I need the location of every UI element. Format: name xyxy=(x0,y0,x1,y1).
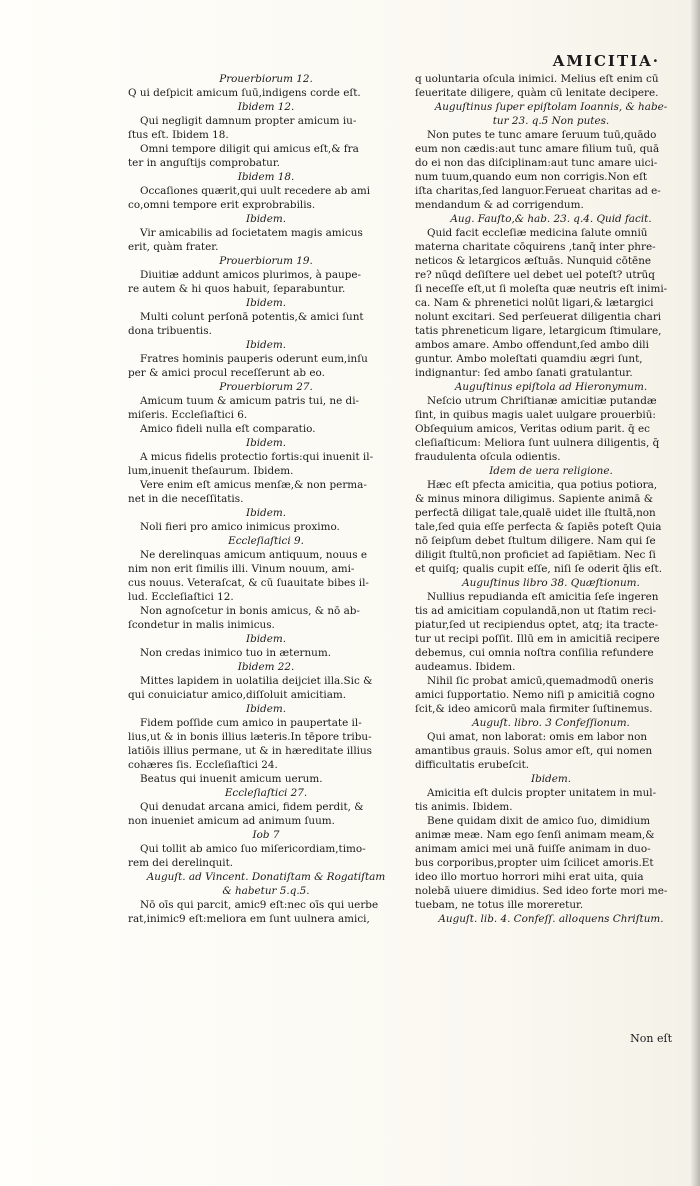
text-line: Nihil ſic probat amicū,quemadmodū oneris xyxy=(427,675,654,687)
right-column xyxy=(415,72,687,926)
citation-reference: Auguſt. libro. 3 Confeſſionum. xyxy=(472,717,630,729)
text-line: fraudulenta oſcula odientis. xyxy=(415,451,561,463)
text-line: indignantur: ſed ambo ſanati gratulantur. xyxy=(415,367,633,379)
citation-reference: Eccleſiaſtici 27. xyxy=(224,787,308,799)
text-line: nolunt excitari. Sed perſeuerat diligentia chari xyxy=(415,311,662,323)
text-line: Vere enim eſt amicus menſæ,& non perma- xyxy=(140,479,367,491)
text-line: ambos amare. Ambo offendunt,ſed ambo dili xyxy=(415,339,649,351)
citation-reference: Ibidem. xyxy=(245,507,287,519)
text-line: nim non erit ſimilis illi. Vinum nouum, ami- xyxy=(128,563,355,575)
text-line: guntur. Ambo moleſtati quamdiu ægri ſunt, xyxy=(415,353,643,365)
catchword: Non eſt xyxy=(630,1032,672,1045)
text-line: net in die neceſſitatis. xyxy=(128,493,244,505)
text-line: re? nūqd deſiſtere uel debet uel poteſt? utrūq xyxy=(415,269,655,281)
citation-reference: & habetur 5.q.5. xyxy=(222,885,310,897)
citation-reference: Ibidem. xyxy=(530,773,572,785)
text-line: ſint, in quibus magis ualet uulgare prouerbiū: xyxy=(415,409,656,421)
text-line: ſcit,& ideo amicorū mala firmiter ſuſtinemus. xyxy=(415,703,653,715)
text-line: lum,inuenit theſaurum. Ibidem. xyxy=(128,465,294,477)
text-line: tatis phreneticum ligare, letargicum ſtimulare, xyxy=(415,325,662,337)
text-line: ſi neceſſe eſt,ut ſi moleſta quæ neutris eſt inimi- xyxy=(415,283,668,295)
text-line: Vir amicabilis ad ſocietatem magis amicus xyxy=(140,227,363,239)
text-line: ſtus eſt. Ibidem 18. xyxy=(128,129,229,141)
text-line: Qui denudat arcana amici, fidem perdit, & xyxy=(140,801,364,813)
text-line: miſeris. Eccleſiaſtici 6. xyxy=(128,409,248,421)
text-line: Amicum tuum & amicum patris tui, ne di- xyxy=(140,395,360,407)
text-line: Non putes te tunc amare ſeruum tuū,quādo xyxy=(427,129,657,141)
text-line: Mittes lapidem in uolatilia deijciet illa.Sic & xyxy=(140,675,373,687)
text-line: Hæc eſt pfecta amicitia, qua potius potiora, xyxy=(427,479,658,491)
text-line: tale,ſed quia eſſe perfecta & ſapiēs poteſt Quia xyxy=(415,521,662,533)
text-line: erit, quàm frater. xyxy=(128,241,219,253)
text-line: neticos & letargicos æſtuās. Nunquid cōtēne xyxy=(415,255,652,267)
text-line: debemus, cui omnia noſtra conſilia refundere xyxy=(415,647,654,659)
left-column xyxy=(128,72,404,926)
text-line: Obſequium amicos, Veritas odium parit. q̄ ec xyxy=(415,423,650,435)
text-line: perfectā diligat tale,qualē uidet ille ſtultā,non xyxy=(415,507,656,519)
text-line: tur ut recipi poſſit. Illū em in amicitiā recipere xyxy=(415,633,660,645)
text-line: re autem & hi quos habuit, ſeparabuntur. xyxy=(128,283,346,295)
text-line: piatur,ſed ut recipiendus optet, atq; ita tracte- xyxy=(415,619,659,631)
citation-reference: Ibidem. xyxy=(245,703,287,715)
citation-reference: Eccleſiaſtici 9. xyxy=(228,535,304,547)
text-line: Q ui deſpicit amicum ſuū,indigens corde eſt. xyxy=(128,87,361,99)
text-line: ſcondetur in malis inimicus. xyxy=(128,619,275,631)
text-line: nō ſeipſum debet ſtultum diligere. Nam qui ſe xyxy=(415,535,656,547)
page-spine-shadow xyxy=(690,0,700,1186)
text-line: Ne derelinquas amicum antiquum, nouus e xyxy=(140,549,368,561)
citation-reference: Auguſt. lib. 4. Confeſſ. alloquens Chriſtum. xyxy=(438,913,664,925)
citation-reference: Prouerbiorum 12. xyxy=(219,73,313,85)
text-line: Diuitiæ addunt amicos plurimos, à paupe- xyxy=(140,269,362,281)
text-line: Neſcio utrum Chriſtianæ amicitiæ putandæ xyxy=(427,395,657,407)
citation-reference: Auguſtinus ſuper epiſtolam Ioannis, & habe- xyxy=(434,101,668,113)
text-line: Amico fideli nulla eſt comparatio. xyxy=(140,423,316,435)
text-line: eum non cædis:aut tunc amare filium tuū, quā xyxy=(415,143,660,155)
text-line: et quiſq; qualis cupit eſſe, niſi ſe oderit q̄lis eſt. xyxy=(415,563,662,575)
citation-reference: Ibidem 22. xyxy=(237,661,295,673)
text-line: lud. Eccleſiaſtici 12. xyxy=(128,591,234,603)
text-line: Multi colunt perſonā potentis,& amici ſunt xyxy=(140,311,364,323)
text-line: & minus minora diligimus. Sapiente animā & xyxy=(415,493,653,505)
text-line: rat,inimic9 eſt:meliora em ſunt uulnera amici, xyxy=(128,913,370,925)
text-line: q uoluntaria oſcula inimici. Melius eſt enim cū xyxy=(415,73,659,85)
text-line: Noli fieri pro amico inimicus proximo. xyxy=(140,521,340,533)
text-line: Qui tollit ab amico ſuo miſericordiam,timo- xyxy=(140,843,366,855)
text-line: co,omni tempore erit exprobrabilis. xyxy=(128,199,316,211)
text-line: non inueniet amicum ad animum ſuum. xyxy=(128,815,335,827)
text-line: do ei non das diſciplinam:aut tunc amare uici- xyxy=(415,157,658,169)
text-line: Beatus qui inuenit amicum uerum. xyxy=(140,773,323,785)
text-line: Occaſiones quærit,qui uult recedere ab ami xyxy=(140,185,371,197)
text-line: diligit ſtultū,non proficiet ad ſapiētiam. Nec ſi xyxy=(415,549,656,561)
citation-reference: Auguſtinus libro 38. Quæſtionum. xyxy=(462,577,640,589)
text-line: Qui amat, non laborat: omis em labor non xyxy=(427,731,648,743)
citation-reference: Prouerbiorum 27. xyxy=(219,381,313,393)
text-line: Amicitia eſt dulcis propter unitatem in mul- xyxy=(427,787,657,799)
text-line: materna charitate cōquirens ,tanq̄ inter phre- xyxy=(415,241,656,253)
text-line: Non agnoſcetur in bonis amicus, & nō ab- xyxy=(140,605,360,617)
citation-reference: Ibidem. xyxy=(245,213,287,225)
text-line: nolebā uiuere dimidius. Sed ideo forte mori me- xyxy=(415,885,668,897)
citation-reference: Ibidem 12. xyxy=(237,101,295,113)
running-title: AMICITIA· xyxy=(552,52,660,70)
text-line: per & amici procul receſſerunt ab eo. xyxy=(128,367,325,379)
text-line: Qui negligit damnum propter amicum iu- xyxy=(140,115,357,127)
text-line: tis animis. Ibidem. xyxy=(415,801,513,813)
text-line: ideo illo mortuo horrori mihi erat uita, quia xyxy=(415,871,644,883)
citation-reference: Iob 7 xyxy=(252,829,280,841)
text-line: Fratres hominis pauperis oderunt eum,inſu xyxy=(140,353,368,365)
text-line: Nō oīs qui parcit, amic9 eſt:nec oīs qui uerbe xyxy=(140,899,379,911)
text-line: iſta charitas,ſed languor.Ferueat charitas ad e- xyxy=(415,185,661,197)
text-line: bus corporibus,propter uim ſcilicet amoris.Et xyxy=(415,857,654,869)
text-line: animam amici mei unā fuiſſe animam in duo- xyxy=(415,843,651,855)
text-line: dona tribuentis. xyxy=(128,325,212,337)
citation-reference: Auguſt. ad Vincent. Donatiſtam & Rogatiſtam xyxy=(146,871,386,883)
text-line: Omni tempore diligit qui amicus eſt,& fra xyxy=(140,143,359,155)
text-line: Bene quidam dixit de amico ſuo, dimidium xyxy=(427,815,651,827)
citation-reference: Ibidem. xyxy=(245,437,287,449)
text-line: amici ſupportatio. Nemo niſi p amicitiā cogno xyxy=(415,689,655,701)
text-line: qui conuiciatur amico,diſſoluit amicitiam. xyxy=(128,689,347,701)
citation-reference: Auguſtinus epiſtola ad Hieronymum. xyxy=(454,381,648,393)
text-line: rem dei derelinquit. xyxy=(128,857,234,869)
text-line: tis ad amicitiam copulandā,non ut ſtatim reci- xyxy=(415,605,657,617)
citation-reference: Prouerbiorum 19. xyxy=(219,255,313,267)
citation-reference: Ibidem. xyxy=(245,339,287,351)
text-line: amantibus grauis. Solus amor eſt, qui nomen xyxy=(415,745,653,757)
text-line: cus nouus. Veteraſcat, & cū ſuauitate bibes il- xyxy=(128,577,369,589)
text-line: Quid facit eccleſiæ medicina ſalute omniū xyxy=(427,227,648,239)
text-line: mendandum & ad corrigendum. xyxy=(415,199,584,211)
text-line: Non credas inimico tuo in æternum. xyxy=(140,647,331,659)
text-line: audeamus. Ibidem. xyxy=(415,661,516,673)
text-line: difficultatis erubeſcit. xyxy=(415,759,530,771)
citation-reference: Ibidem. xyxy=(245,633,287,645)
citation-reference: Aug. Fauſto,& hab. 23. q.4. Quid facit. xyxy=(450,213,652,225)
text-line: lius,ut & in bonis illius læteris.In tēpore tribu- xyxy=(128,731,372,743)
text-line: cohæres ſis. Eccleſiaſtici 24. xyxy=(128,759,278,771)
text-line: Fidem poſſide cum amico in paupertate il- xyxy=(140,717,362,729)
text-line: ſeueritate diligere, quàm cū lenitate decipere. xyxy=(415,87,659,99)
text-line: latiōis illius permane, ut & in hæreditate illius xyxy=(128,745,373,757)
text-line: tuebam, ne totus ille moreretur. xyxy=(415,899,584,911)
citation-reference: Ibidem 18. xyxy=(237,171,295,183)
text-line: animæ meæ. Nam ego ſenſi animam meam,& xyxy=(415,829,655,841)
citation-reference: tur 23. q.5 Non putes. xyxy=(492,115,610,127)
citation-reference: Idem de uera religione. xyxy=(489,465,613,477)
text-line: ca. Nam & phrenetici nolūt ligari,& lætargici xyxy=(415,297,654,309)
text-line: num tuum,quando eum non corrigis.Non eſt xyxy=(415,171,648,183)
text-line: Nullius repudianda eſt amicitia ſeſe ingeren xyxy=(427,591,659,603)
text-line: A micus fidelis protectio fortis:qui inuenit il- xyxy=(140,451,374,463)
citation-reference: Ibidem. xyxy=(245,297,287,309)
text-line: cleſiaſticum: Meliora ſunt uulnera diligentis, q̄ xyxy=(415,437,660,449)
text-line: ter in anguſtijs comprobatur. xyxy=(128,157,280,169)
